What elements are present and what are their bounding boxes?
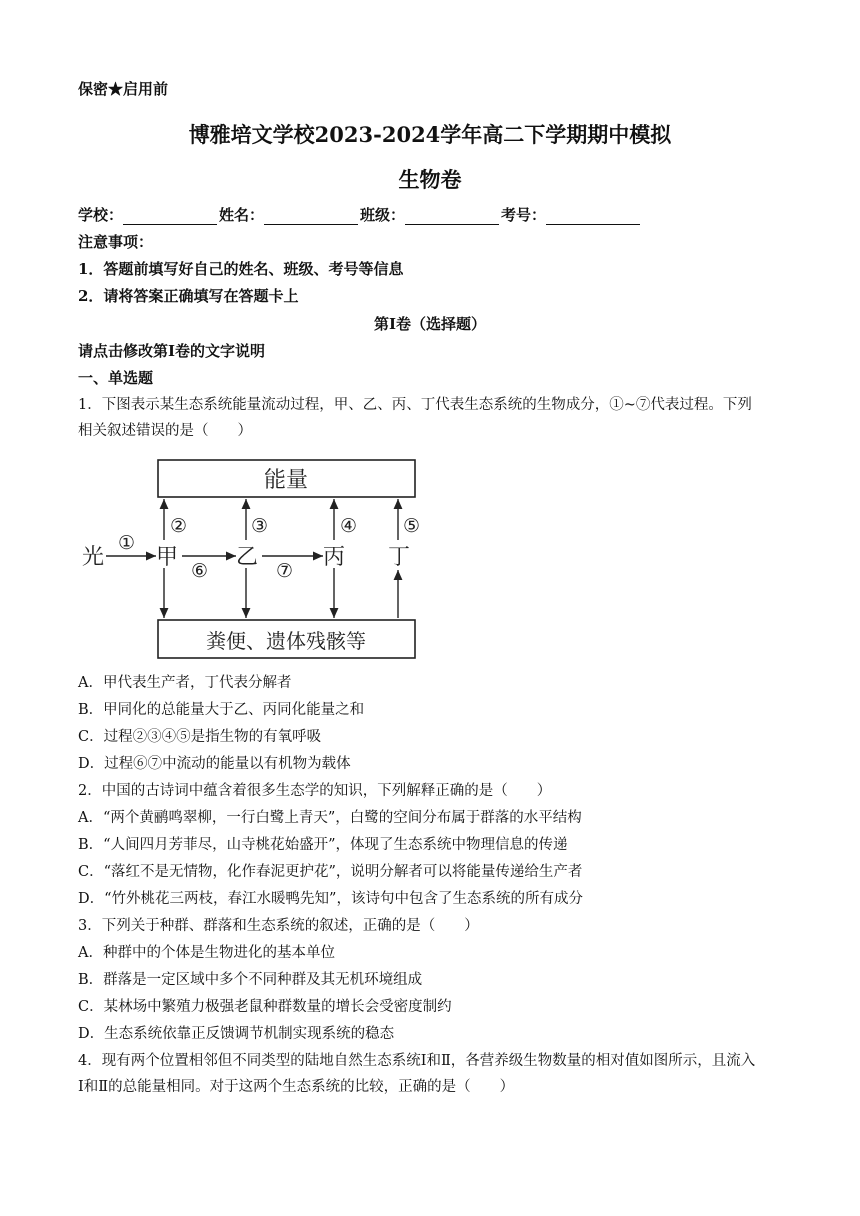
step-6: ⑥: [191, 560, 209, 582]
question-1-stem-line2: 相关叙述错误的是（ ）: [78, 423, 252, 439]
step-2: ②: [170, 515, 188, 537]
node-yi: 乙: [236, 545, 259, 570]
part1-description: 请点击修改第I卷的文字说明: [78, 342, 266, 360]
q2-option-a[interactable]: A．“两个黄鹂鸣翠柳，一行白鹭上青天”，白鹭的空间分布属于群落的水平结构: [78, 810, 582, 826]
q2-option-b[interactable]: B．“人间四月芳菲尽，山寺桃花始盛开”，体现了生态系统中物理信息的传递: [78, 837, 568, 853]
id-label: 考号：: [501, 206, 547, 224]
question-3-stem: 3．下列关于种群、群落和生态系统的叙述，正确的是（ ）: [78, 918, 479, 934]
confidential-mark: 保密★启用前: [78, 80, 169, 98]
step-5: ⑤: [403, 515, 421, 537]
name-label: 姓名：: [219, 206, 265, 224]
id-blank[interactable]: [546, 206, 640, 225]
exam-title: 博雅培文学校2023-2024学年高二下学期期中模拟: [188, 122, 672, 147]
q2-option-c[interactable]: C．“落红不是无情物，化作春泥更护花”，说明分解者可以将能量传递给生产者: [78, 864, 583, 880]
q3-option-a[interactable]: A．种群中的个体是生物进化的基本单位: [78, 945, 335, 961]
class-label: 班级：: [360, 206, 406, 224]
q1-option-a[interactable]: A．甲代表生产者，丁代表分解者: [78, 675, 292, 691]
question-4-stem-line1: 4．现有两个位置相邻但不同类型的陆地自然生态系统Ⅰ和Ⅱ，各营养级生物数量的相对值如图所示，且流入: [78, 1053, 756, 1069]
q3-option-b[interactable]: B．群落是一定区域中多个不同种群及其无机环境组成: [78, 972, 423, 988]
light-label: 光: [82, 545, 105, 570]
q1-option-d[interactable]: D．过程⑥⑦中流动的能量以有机物为载体: [78, 756, 351, 772]
q1-option-c[interactable]: C．过程②③④⑤是指生物的有氧呼吸: [78, 729, 322, 745]
section-single-choice: 一、单选题: [78, 369, 154, 387]
part1-heading: 第I卷（选择题）: [373, 315, 487, 333]
school-blank[interactable]: [123, 206, 217, 225]
student-info-row: [78, 204, 642, 225]
notice-heading: 注意事项：: [78, 233, 154, 251]
energy-box-label: 能量: [263, 468, 309, 493]
q2-option-d[interactable]: D．“竹外桃花三两枝，春江水暖鸭先知”，该诗句中包含了生态系统的所有成分: [78, 891, 583, 907]
school-label: 学校：: [78, 206, 124, 224]
class-blank[interactable]: [405, 206, 499, 225]
node-jia: 甲: [156, 545, 179, 570]
question-2-stem: 2．中国的古诗词中蕴含着很多生态学的知识，下列解释正确的是（ ）: [78, 783, 552, 799]
step-1: ①: [118, 532, 136, 554]
energy-flow-diagram: [78, 452, 428, 666]
notice-item-2: 2．请将答案正确填写在答题卡上: [78, 287, 299, 305]
q3-option-d[interactable]: D．生态系统依靠正反馈调节机制实现系统的稳态: [78, 1026, 395, 1042]
step-3: ③: [251, 515, 269, 537]
node-bing: 丙: [323, 545, 346, 570]
question-4-stem-line2: Ⅰ和Ⅱ的总能量相同。对于这两个生态系统的比较，正确的是（ ）: [78, 1079, 515, 1095]
question-1-stem-line1: 1．下图表示某生态系统能量流动过程，甲、乙、丙、丁代表生态系统的生物成分，①~⑦代表过程。下列: [78, 397, 752, 413]
name-blank[interactable]: [264, 206, 358, 225]
step-4: ④: [340, 515, 358, 537]
step-7: ⑦: [276, 560, 294, 582]
q3-option-c[interactable]: C．某林场中繁殖力极强老鼠种群数量的增长会受密度制约: [78, 999, 452, 1015]
q1-option-b[interactable]: B．甲同化的总能量大于乙、丙同化能量之和: [78, 702, 365, 718]
residue-box-label: 粪便、遗体残骸等: [206, 629, 366, 653]
node-ding: 丁: [388, 545, 411, 570]
exam-subtitle: 生物卷: [398, 167, 462, 192]
notice-item-1: 1．答题前填写好自己的姓名、班级、考号等信息: [78, 260, 404, 278]
